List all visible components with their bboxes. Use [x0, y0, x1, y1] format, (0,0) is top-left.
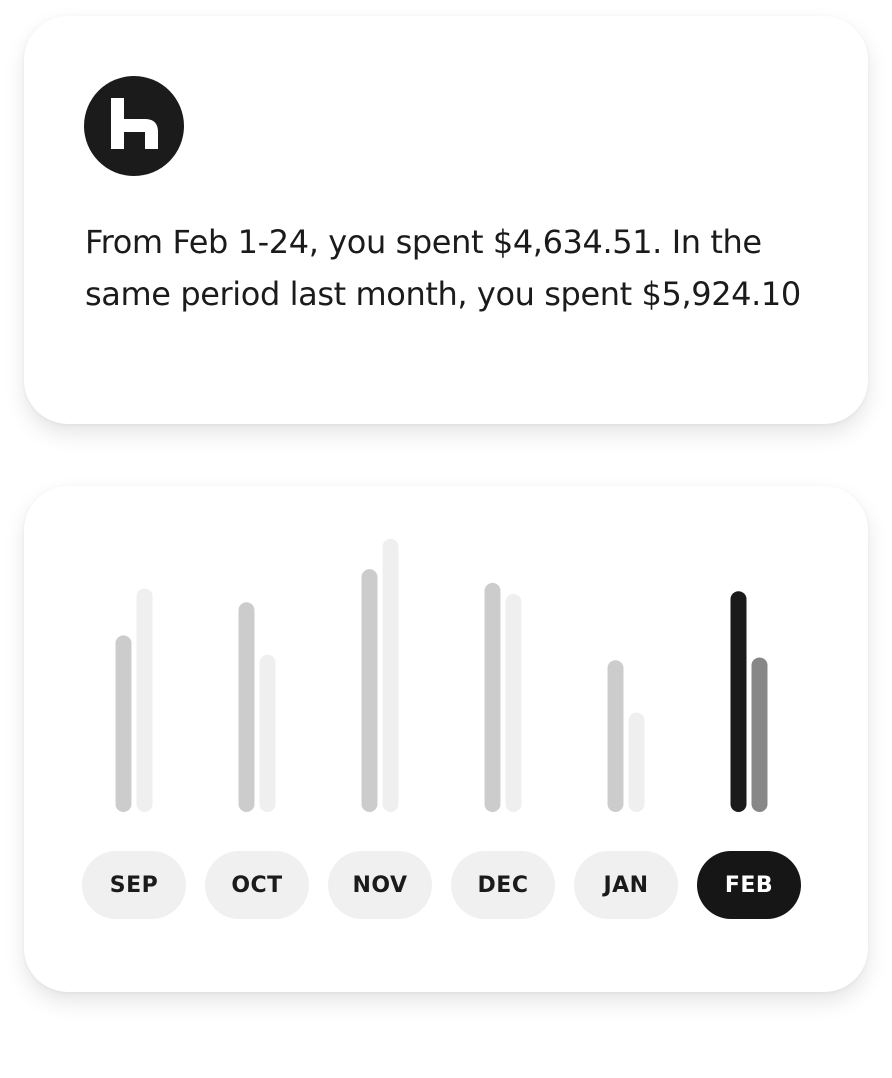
month-tab-label: JAN	[603, 872, 649, 898]
spending-bar-chart	[24, 486, 868, 846]
bar-current-sep	[116, 635, 132, 812]
month-tab-label: DEC	[477, 872, 529, 898]
month-tab-jan[interactable]	[574, 851, 678, 919]
bar-current-oct	[239, 602, 255, 812]
bar-previous-nov	[383, 539, 399, 812]
month-tab-dec[interactable]	[451, 851, 555, 919]
bar-current-feb	[731, 591, 747, 812]
bar-current-dec	[485, 583, 501, 812]
month-tab-label: NOV	[352, 872, 408, 898]
month-tab-label: OCT	[231, 872, 283, 898]
month-tab-oct[interactable]	[205, 851, 309, 919]
month-tab-nov[interactable]	[328, 851, 432, 919]
spending-insight-card	[24, 16, 868, 424]
bar-previous-oct	[260, 655, 276, 812]
bar-previous-feb	[752, 657, 768, 812]
bar-previous-sep	[137, 588, 153, 812]
bar-current-nov	[362, 569, 378, 812]
month-tab-feb[interactable]	[697, 851, 801, 919]
bar-previous-jan	[629, 713, 645, 812]
month-tab-sep[interactable]	[82, 851, 186, 919]
month-tab-label: FEB	[724, 872, 774, 898]
spending-summary-text: From Feb 1-24, you spent $4,634.51. In the same period last month, you spent $5,924.10	[85, 223, 801, 313]
month-tab-label: SEP	[109, 872, 159, 898]
bar-previous-dec	[506, 594, 522, 812]
houzz-logo-icon	[84, 76, 184, 176]
monthly-spending-chart-card	[24, 486, 868, 992]
bar-current-jan	[608, 660, 624, 812]
houzz-h-glyph	[84, 76, 184, 176]
